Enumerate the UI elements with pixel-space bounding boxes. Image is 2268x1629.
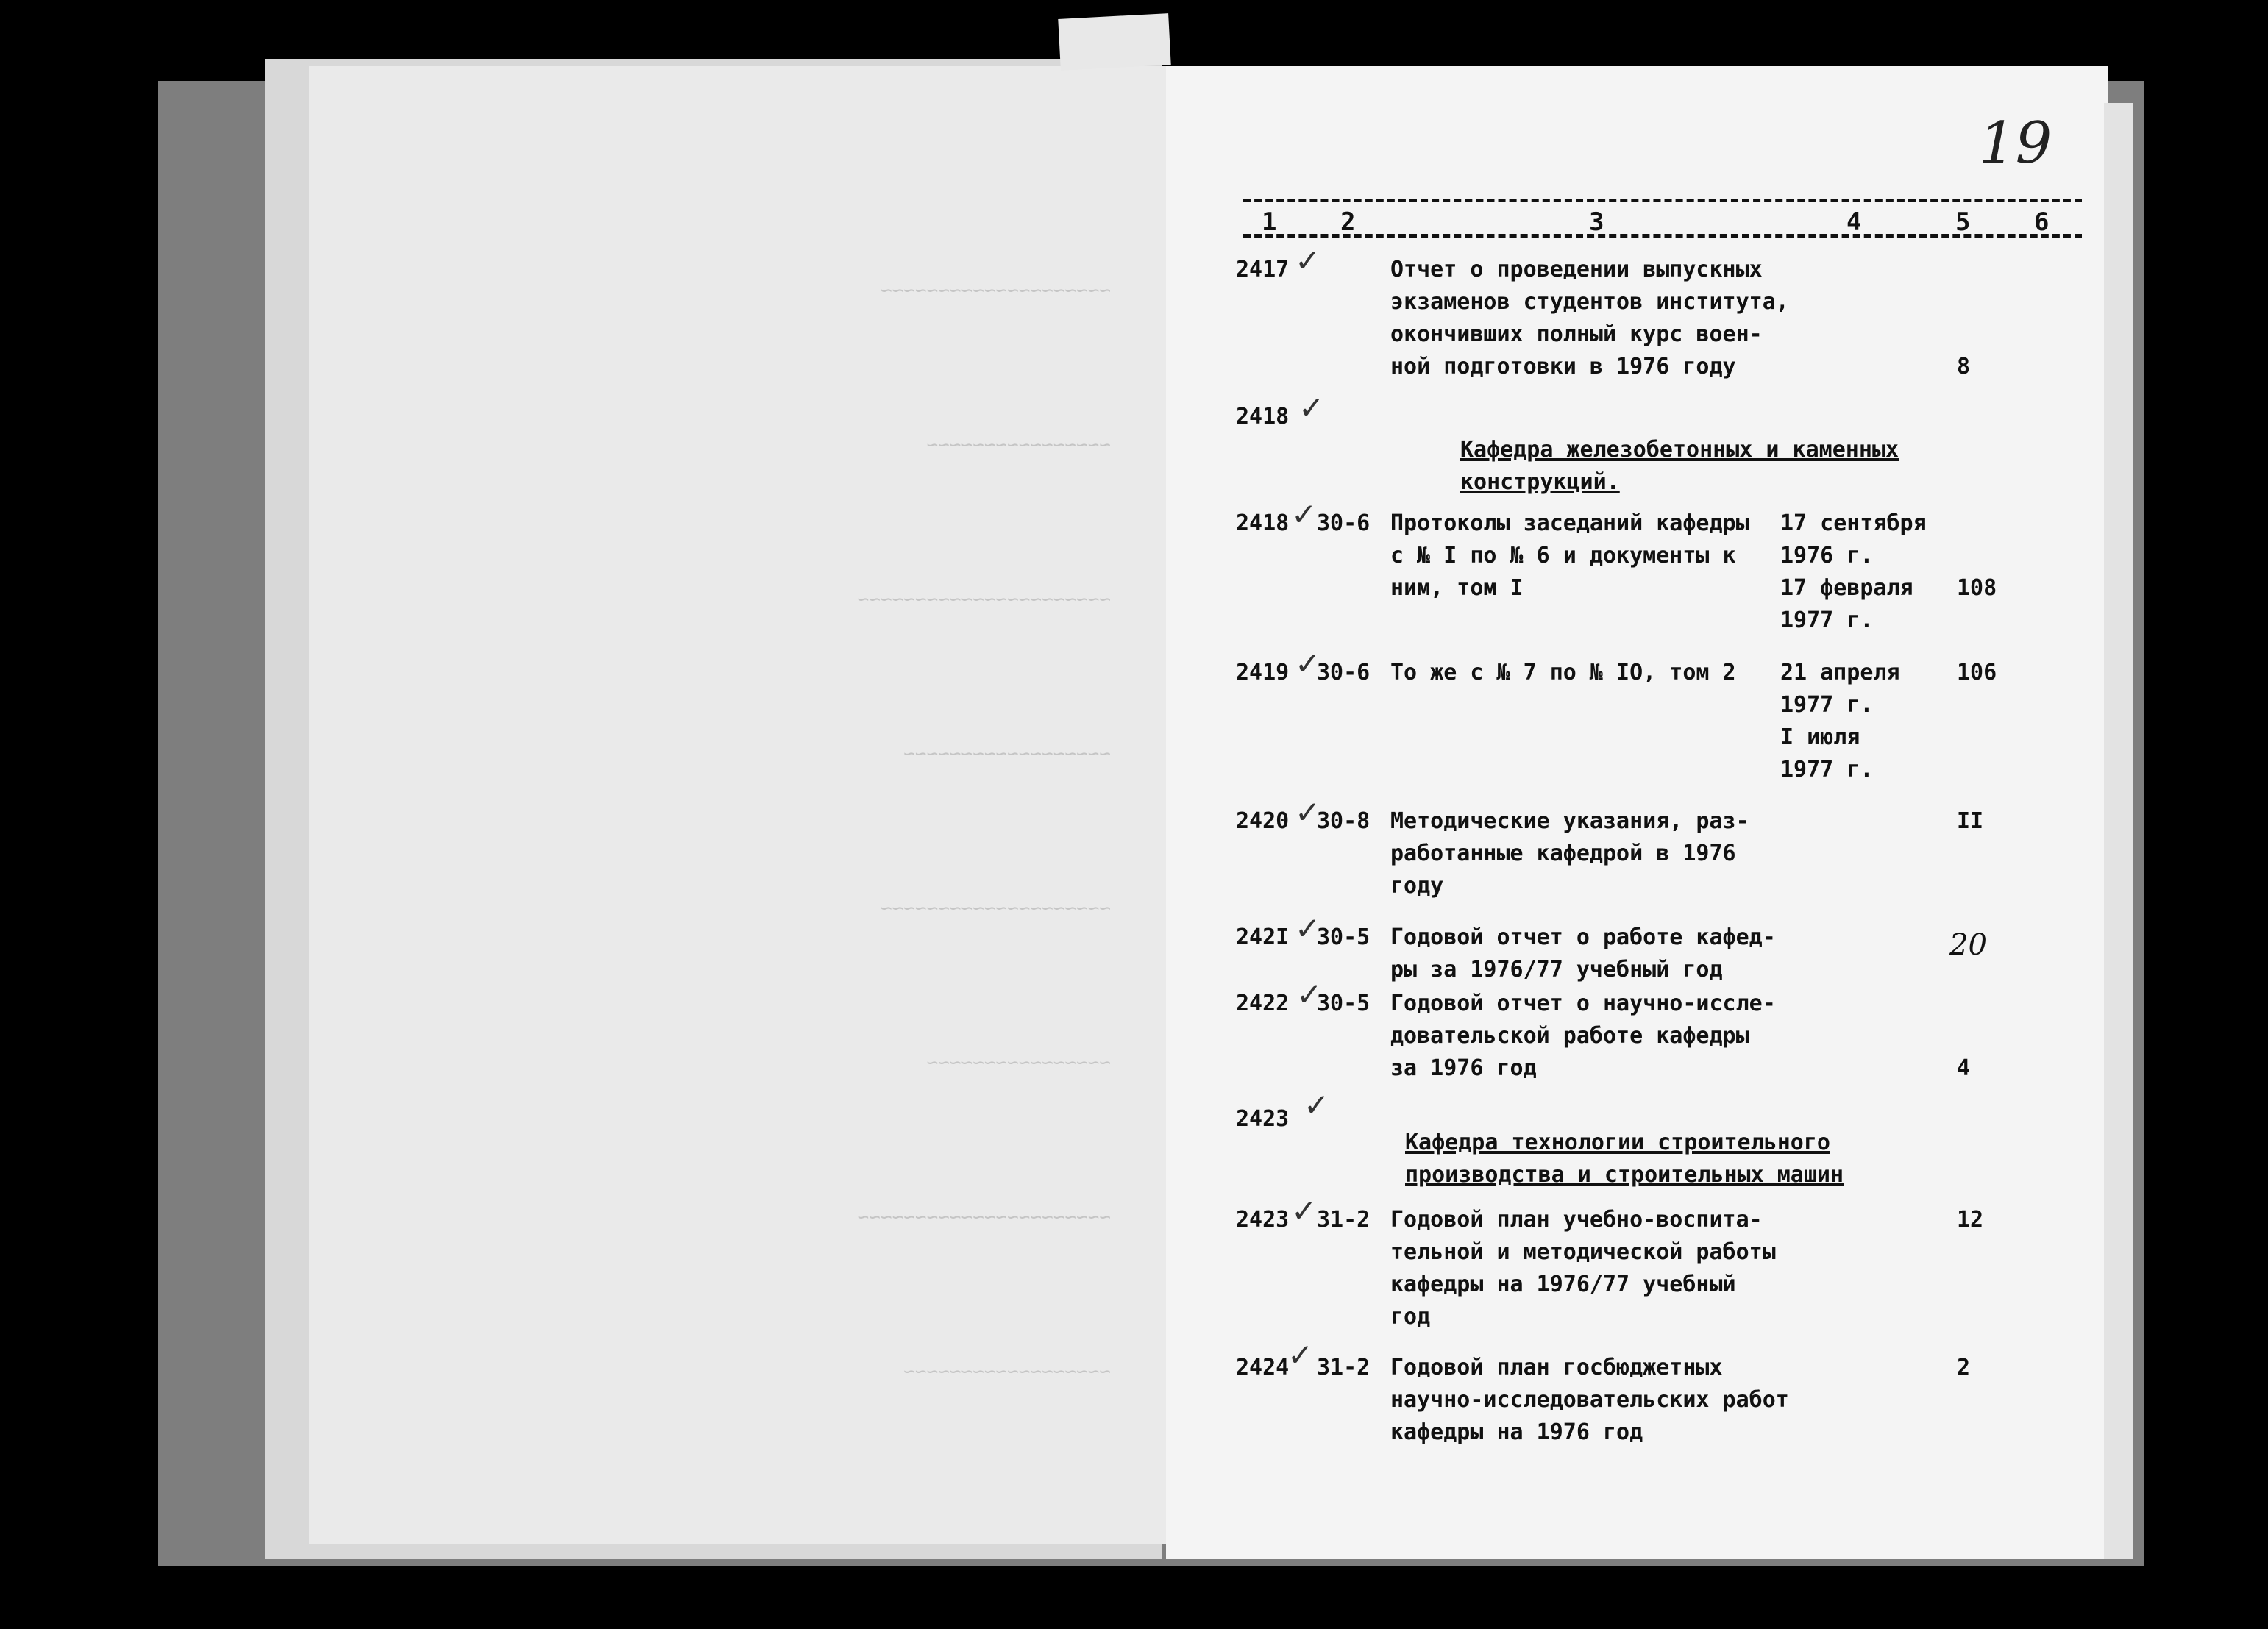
entry-count: II [1957, 808, 1984, 834]
column-header-4: 4 [1846, 207, 1862, 237]
column-header-1: 1 [1262, 207, 1277, 237]
entry-code: 31-2 [1317, 1355, 1371, 1380]
entry-number: 2424 [1236, 1355, 1290, 1380]
entry-count: 8 [1957, 354, 1971, 379]
check-mark-icon: ✓ [1295, 794, 1321, 830]
header-rule-top [1243, 199, 2082, 202]
entry-code: 30-6 [1317, 510, 1371, 536]
entry-number: 2423 [1236, 1106, 1290, 1132]
column-header-6: 6 [2034, 207, 2050, 237]
entry-code: 30-5 [1317, 924, 1371, 950]
handwritten-count: 20 [1949, 928, 1987, 962]
check-mark-icon: ✓ [1287, 1337, 1314, 1373]
check-mark-icon: ✓ [1295, 910, 1321, 947]
entry-number: 2418 [1236, 510, 1290, 536]
entry-number: 2419 [1236, 660, 1290, 685]
entry-title: Протоколы заседаний кафедры с № I по № 6 и документы к ним, том I [1390, 510, 1749, 601]
entry-number: 2423 [1236, 1207, 1290, 1233]
check-mark-icon: ✓ [1291, 1193, 1318, 1229]
entry-title: Годовой отчет о работе кафед- ры за 1976/77 учебный год [1390, 924, 1776, 983]
entry-title: Годовой план госбюджетных научно-исследовательских работ кафедры на 1976 год [1390, 1355, 1789, 1445]
entry-number: 242I [1236, 924, 1290, 950]
check-mark-icon: ✓ [1295, 646, 1321, 682]
section-heading: Кафедра технологии строительного производства и строительных машин [1405, 1130, 1844, 1188]
entry-code: 30-5 [1317, 991, 1371, 1016]
entry-title: Отчет о проведении выпускных экзаменов студентов института, окончивших полный курс воен- ной подготовки в 1976 году [1390, 257, 1789, 379]
entry-number: 2420 [1236, 808, 1290, 834]
spine-tab [1058, 13, 1170, 71]
entry-dates: 21 апреля 1977 г. I июля 1977 г. [1780, 660, 1900, 783]
entry-number: 2422 [1236, 991, 1290, 1016]
check-mark-icon: ✓ [1296, 977, 1323, 1013]
entry-title: Годовой план учебно-воспита- тельной и методической работы кафедры на 1976/77 учебный год [1390, 1207, 1776, 1330]
entry-count: 106 [1957, 660, 1997, 685]
check-mark-icon: ✓ [1304, 1087, 1330, 1123]
entry-dates: 17 сентября 1976 г. 17 февраля 1977 г. [1780, 510, 1927, 633]
entry-count: 12 [1957, 1207, 1984, 1233]
entry-count: 4 [1957, 1055, 1971, 1081]
entry-count: 2 [1957, 1355, 1971, 1380]
bleed-through-text: ~~~~~~~~~~~~~~~~~~~~ ~~~~~~~~~~~~~~~~ ~~~~~~~~~~~~~~~~~~~~~~ ~~~~~~~~~~~~~~~~~~ ~~~~~~~~~~~~~~~~~~~~ ~~~~~~~~~~~~~~~~ ~~~~~~~~~~~~~~~~~~~~~~ ~~~~~~~~~~~~~~~~~~ [857, 279, 1111, 1383]
entry-count: 108 [1957, 575, 1997, 601]
entry-code: 30-8 [1317, 808, 1371, 834]
column-header-2: 2 [1340, 207, 1356, 237]
header-rule-bottom [1243, 234, 2082, 238]
entry-code: 31-2 [1317, 1207, 1371, 1233]
entry-number: 2417 [1236, 257, 1290, 282]
folio-number: 19 [1979, 110, 2052, 177]
check-mark-icon: ✓ [1295, 243, 1321, 279]
column-header-5: 5 [1955, 207, 1971, 237]
check-mark-icon: ✓ [1291, 496, 1318, 532]
section-heading: Кафедра железобетонных и каменных конструкций. [1460, 437, 1899, 495]
entry-title: Годовой отчет о научно-иссле- довательской работе кафедры за 1976 год [1390, 991, 1776, 1081]
right-page-edge [2104, 103, 2133, 1559]
column-header-3: 3 [1589, 207, 1604, 237]
check-mark-icon: ✓ [1298, 390, 1325, 426]
entry-title: То же с № 7 по № IO, том 2 [1390, 660, 1736, 685]
entry-number: 2418 [1236, 404, 1290, 429]
entry-title: Методические указания, раз- работанные кафедрой в 1976 году [1390, 808, 1749, 899]
entry-code: 30-6 [1317, 660, 1371, 685]
